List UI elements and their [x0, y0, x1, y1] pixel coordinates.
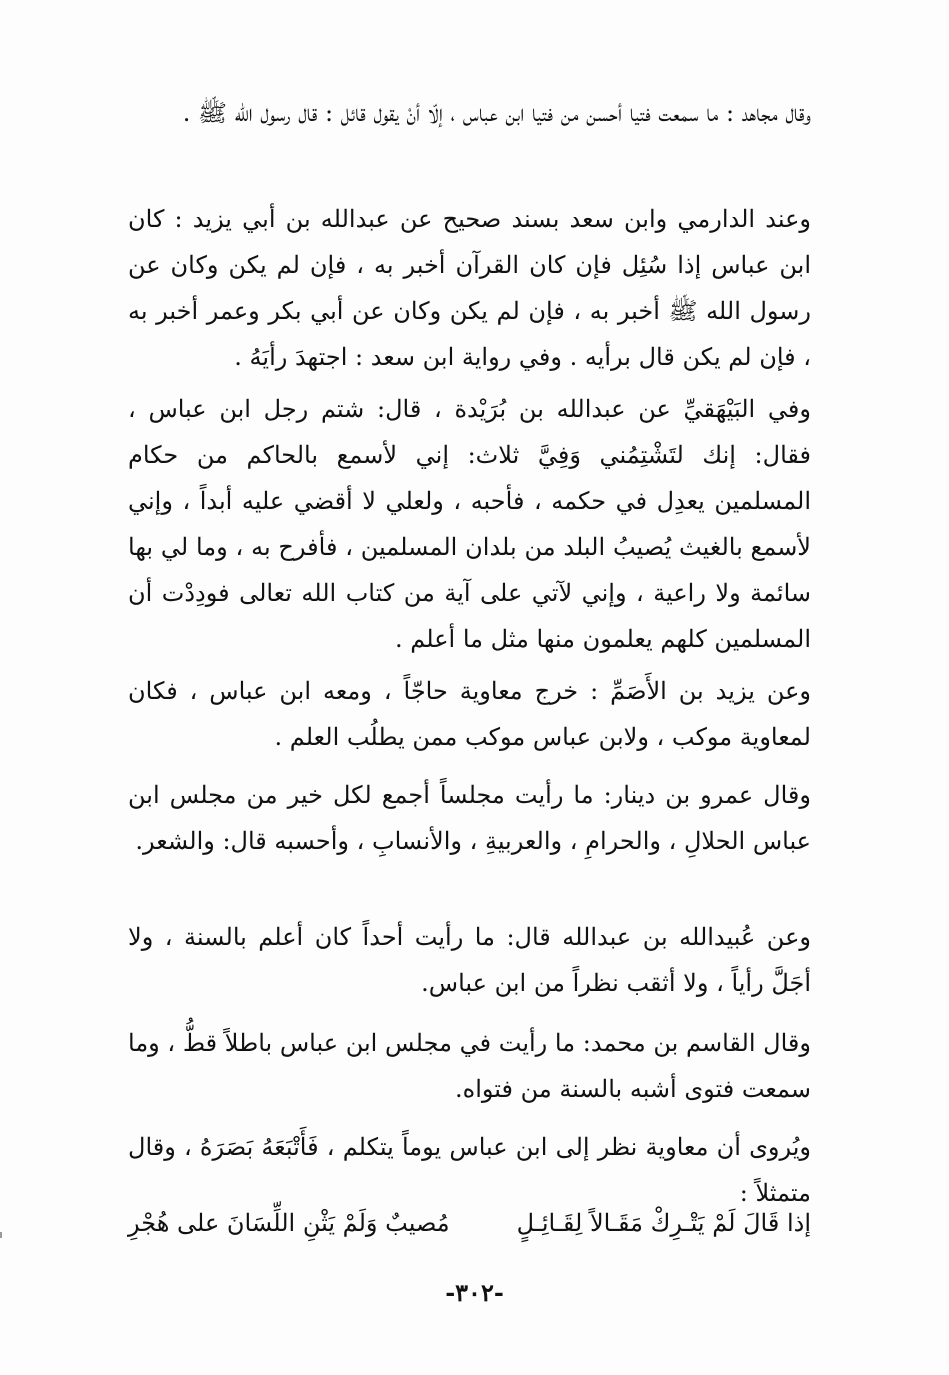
paragraph-text: ويُروى أن معاوية نظر إلى ابن عباس يوماً يتكلم ، فَأَتْبَعَهُ بَصَرَهُ ، وقال متمثلاً : — [128, 1133, 811, 1207]
paragraph-amr — [128, 772, 811, 864]
paragraph-text: وقال القاسم بن محمد: ما رأيت في مجلس ابن عباس باطلاً قطُّ ، وما سمعت فتوى أشبه بالسنة من فتواه. — [128, 1029, 811, 1103]
verse-first-hemistich: إذا قَالَ لَمْ يَتْـرِكْ مَقَـالاً لِقَـائِـلٍ — [516, 1209, 811, 1237]
paragraph-text: وعند الدارمي وابن سعد بسند صحيح عن عبدالله بن أبي يزيد : كان ابن عباس إذا سُئِل فإن كان القرآن أخبر به ، فإن لم يكن وكان عن رسول الله ﷺ أخبر به ، فإن لم يكن وكان عن أبي بكر وعمر أخبر به ، فإن لم يكن قال برأيه . وفي رواية ابن سعد : اجتهدَ رأيَهُ . — [128, 205, 811, 371]
paragraph-text: وفي البَيْهَقيِّ عن عبدالله بن بُرَيْدة ، قال: شتم رجل ابن عباس ، فقال: إنك لتَشْتِمُني وَفِيَّ ثلاث: إني لأسمع بالحاكم من حكام المسلمين يعدِل في حكمه ، فأحبه ، ولعلي لا أقضي عليه أبداً ، وإني لأسمع بالغيث يُصيبُ البلد من بلدان المسلمين ، فأفرح به ، وما لي بها سائمة ولا راعية ، وإني لآتي على آية من كتاب الله تعالى فودِدْت أن المسلمين كلهم يعلمون منها مثل ما أعلم . — [128, 395, 811, 653]
verse-second-hemistich: مُصيبٌ وَلَمْ يَثْنِ اللِّسَانَ على هُجْرِ — [128, 1209, 450, 1237]
paragraph-ubaydullah — [128, 914, 811, 1006]
paragraph-text: وعن عُبيدالله بن عبدالله قال: ما رأيت أحداً كان أعلم بالسنة ، ولا أجَلَّ رأياً ، ولا أثقب نظراً من ابن عباس. — [128, 923, 811, 997]
paragraph-yazid — [128, 668, 811, 760]
paragraph-text: وقال مجاهد : ما سمعت فتيا أحسن من فتيا ابن عباس ، إلّا أنْ يقول قائل : قال رسول الله ﷺ . — [182, 99, 811, 127]
paragraph-mujahid — [128, 90, 811, 136]
poetry-verse — [128, 1200, 811, 1246]
scan-artifact — [0, 1232, 2, 1238]
paragraph-bayhaqi — [128, 386, 811, 662]
paragraph-text: وعن يزيد بن الأَصَمِّ : خرج معاوية حاجّاً ، ومعه ابن عباس ، فكان لمعاوية موكب ، ولابن عباس موكب ممن يطلُب العلم . — [128, 677, 811, 751]
paragraph-text: وقال عمرو بن دينار: ما رأيت مجلساً أجمع لكل خير من مجلس ابن عباس الحلالِ ، والحرامِ ، والعربيةِ ، والأنسابِ ، وأحسبه قال: والشعر. — [128, 781, 811, 855]
paragraph-darimi — [128, 196, 811, 380]
page-number: -٣٠٢- — [445, 1278, 504, 1307]
paragraph-qasim — [128, 1020, 811, 1112]
